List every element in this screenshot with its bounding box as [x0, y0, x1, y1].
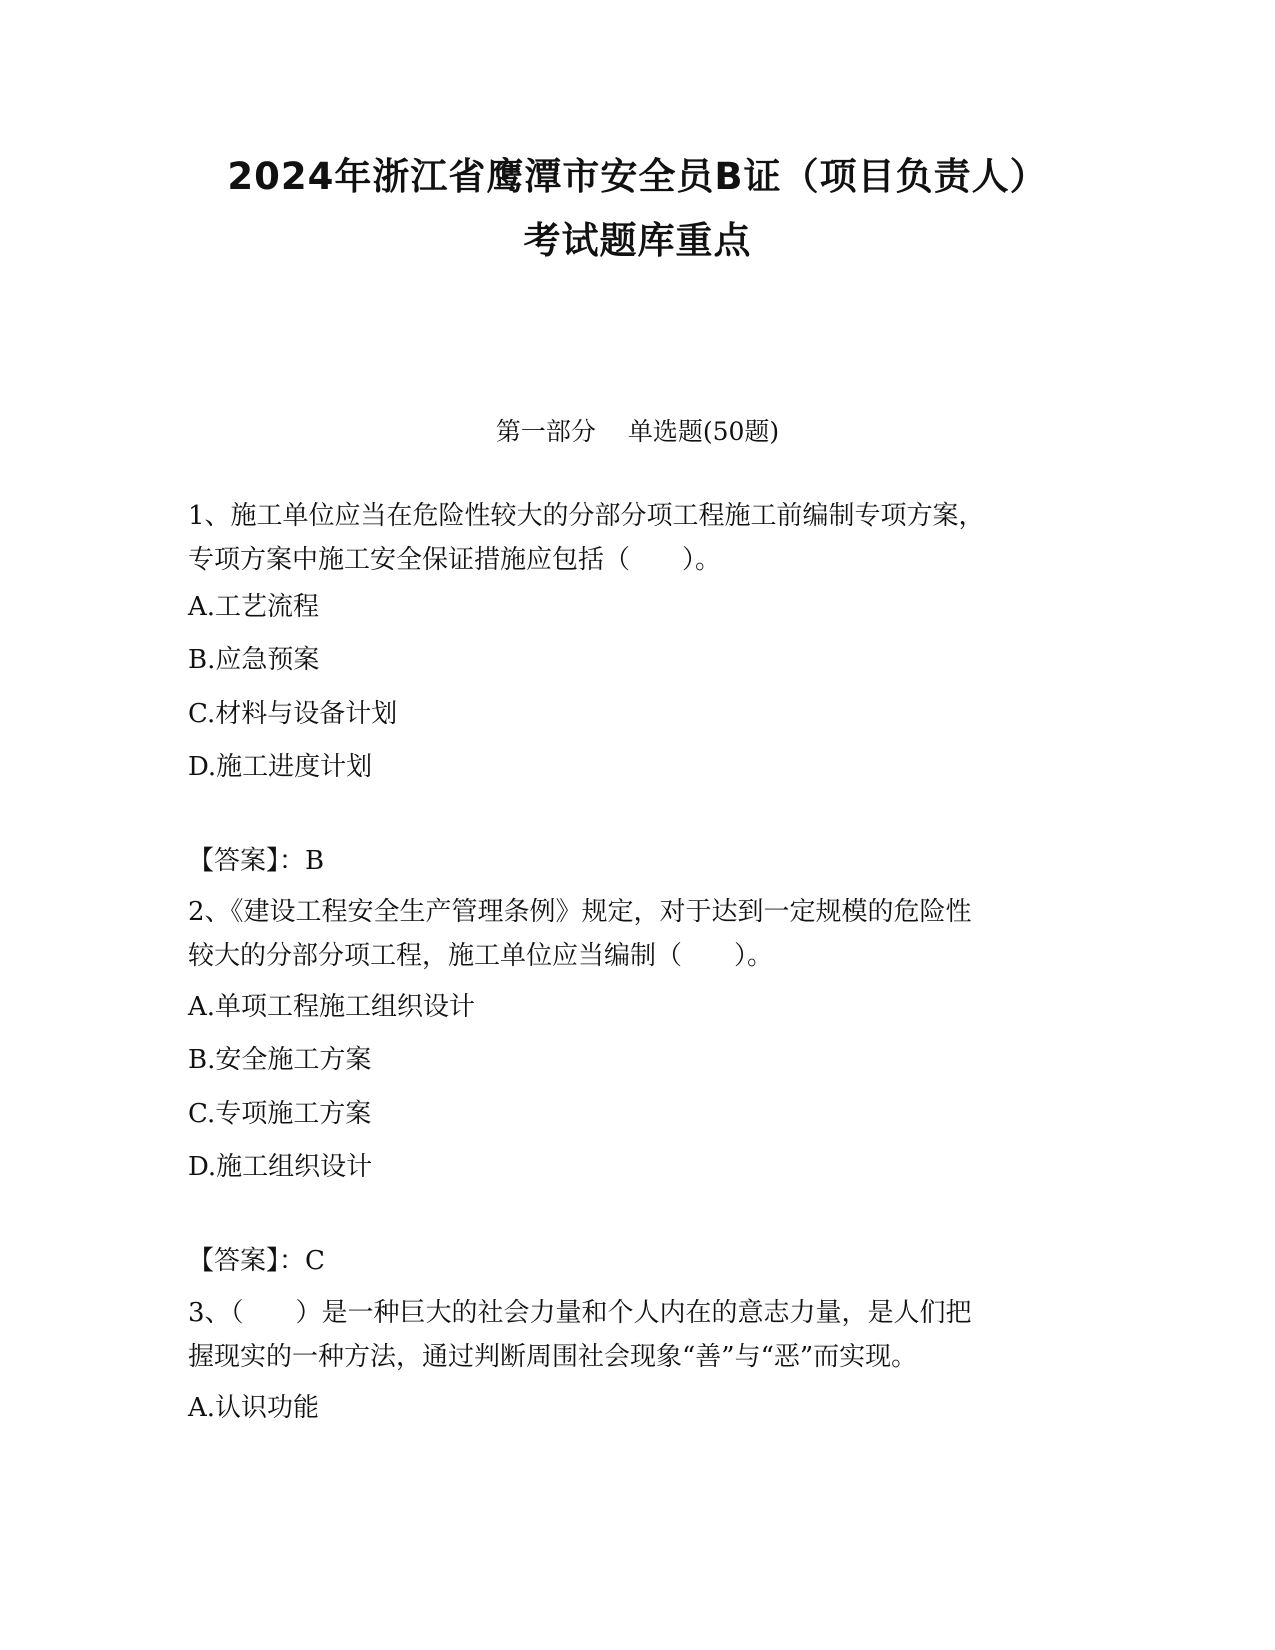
section-name-label: 单选题(50题) [627, 417, 780, 446]
question-2 [188, 890, 1088, 978]
option-item: A.工艺流程 [188, 592, 320, 622]
option-item: A.单项工程施工组织设计 [188, 992, 476, 1022]
question-1 [188, 494, 1088, 582]
option-item: A.认识功能 [188, 1393, 320, 1423]
question-text-line: 3、（ ）是一种巨大的社会力量和个人内在的意志力量，是人们把 [188, 1298, 972, 1328]
document-title-line-1: 2024年浙江省鹰潭市安全员B证（项目负责人） [227, 155, 1048, 198]
question-3 [188, 1291, 1088, 1379]
option-item: D.施工进度计划 [188, 752, 373, 782]
answer-line: 【答案】：B [188, 846, 325, 876]
section-heading [150, 414, 1125, 450]
option-item: D.施工组织设计 [188, 1152, 373, 1182]
document-title-line-2: 考试题库重点 [523, 219, 752, 262]
question-text-line: 专项方案中施工安全保证措施应包括（ ）。 [188, 545, 722, 575]
question-text-line: 1、施工单位应当在危险性较大的分部分项工程施工前编制专项方案， [188, 501, 985, 531]
question-text-line: 2、《建设工程安全生产管理条例》规定，对于达到一定规模的危险性 [188, 897, 972, 927]
option-item: C.材料与设备计划 [188, 699, 398, 729]
question-text-line: 握现实的一种方法，通过判断周围社会现象“善”与“恶”而实现。 [188, 1342, 918, 1372]
option-item: B.安全施工方案 [188, 1045, 372, 1075]
section-part-label: 第一部分 [495, 417, 596, 446]
option-item: B.应急预案 [188, 645, 320, 675]
question-text-line: 较大的分部分项工程，施工单位应当编制（ ）。 [188, 941, 774, 971]
answer-line: 【答案】：C [188, 1246, 325, 1276]
option-item: C.专项施工方案 [188, 1099, 372, 1129]
